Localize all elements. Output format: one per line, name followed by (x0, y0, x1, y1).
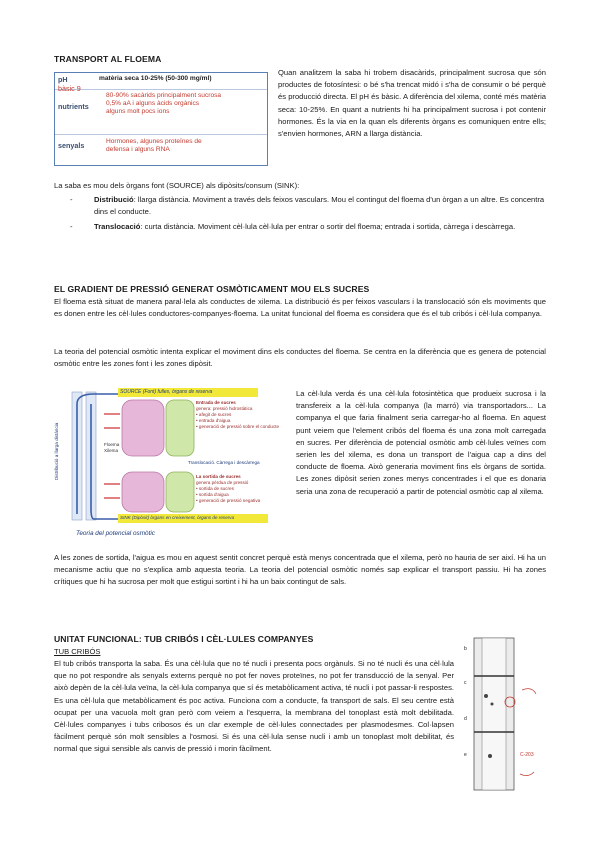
sugar-entry-line: • generació de pressió sobre el conducte (196, 424, 280, 429)
transport-types-list (70, 194, 546, 237)
sugar-entry-line: • afegit de sucres (196, 412, 232, 417)
list-item (70, 221, 546, 233)
cell-label: Xilema (104, 448, 119, 453)
sieve-tube-figure (462, 636, 548, 792)
sugar-exit-line: • sortida d'aigua (196, 492, 229, 497)
section-heading-transport: TRANSPORT AL FLOEMA (54, 54, 162, 64)
term-translocacio: Translocació (94, 222, 141, 232)
nutrients-key: nutrients (58, 102, 89, 111)
figure-label: b (464, 646, 467, 652)
term-description: : curta distància. Moviment cèl·lula cèl·lula per entrar o sortir del floema; entrada i sortida, càrrega i descàrrega. (140, 222, 516, 232)
long-distance-label: Distribució a llarga distància (54, 422, 59, 480)
paragraph-exit-zones: A les zones de sortida, l'aigua es mou en aquest sentit concret perquè està menys concentrada que el xilema, però no hauria de ser així. Hi ha un mecanisme actiu que no s'explica amb aquesta teoria. La teoria del potencial osmòtic només sap explicar el transport passiu. Hi ha zones crítiques que hi ha sucrosa per molt que estigui sortint i hi ha un baix contingut de sals. (54, 553, 546, 587)
sugar-exit-line: genera pèrdua de pressió (196, 480, 249, 485)
green-cell-paragraph: La cèl·lula verda és una cèl·lula fotosintètica que produeix sucrosa i la transfereix a la cèl·lula companya (la marró) via transportadors... La companya el que faria finalment seria carregar-ho al floema. En aquest punt veiem que l'element cribós del floema és una zona molt carregada en sucres. Per diferència de potencial osmòtic amb cèl·lules veïnes com serien les del xilema, es dona un transport de l'aigua cap a dins del conducte de floema. Això generaria moviment fins els òrgans de sortida. Les zones dipòsit serien zones menys concentrades i el que es donaria seria una zona de recuperació a partir de potencial osmòtic cap al xilema. (296, 389, 546, 496)
nutrients-line: 0,5% aA i alguns àcids orgànics (106, 100, 200, 108)
figure-label: C-203 (520, 752, 534, 758)
sugar-entry-title: Entrada de sucres (196, 400, 236, 405)
sugar-entry-box (196, 400, 284, 430)
figure-label: d (464, 716, 467, 722)
signals-line: defensa i alguns RNA (106, 146, 170, 154)
nutrients-line: alguns molt pocs ions (106, 108, 170, 116)
sap-composition-table (54, 72, 268, 166)
ph-key: pH (58, 75, 68, 84)
dash-mark: - (70, 195, 73, 204)
signals-line: Hormones, algunes proteïnes de (106, 138, 202, 145)
signals-key: senyals (58, 141, 85, 150)
paragraph-phloem-structure: El floema està situat de manera paral·lela als conductes de xilema. La distribució és per feixos vasculars i la translocació són els moviments que es donen entre les cèl·lules conductores-companyes-floema. La unitat funcional del floema es considera que és el tub cribós i cèl·lula companya. (54, 297, 546, 319)
sugar-entry-line: genera: pressió hidrostàtica (196, 406, 253, 411)
sugar-exit-line: • generació de pressió negativa (196, 498, 261, 503)
subheading-sieve-tube: TUB CRIBÓS (54, 647, 101, 656)
sap-description-paragraph: Quan analitzem la saba hi trobem disacàrids, principalment sucrosa que són productes de fotosíntesi: o bé s'ha trencat midó i s'ha de consumir o bé perquè és producció directa. El pH és bàsic. A diferència del xilema, conté més matèria seca: 10-25%. En quant a nutrients hi ha principalment sucrosa i pot contenir hormones. És la via en la quan els diferents òrgans es comuniquen entre ells; s'envien hormones, ARN a llarga distància. (278, 68, 546, 139)
ph-value: bàsic 9 (58, 84, 81, 93)
dash-mark: - (70, 222, 73, 232)
osmotic-potential-figure (54, 384, 284, 542)
figure-label: e (464, 752, 467, 758)
sink-banner-label: SINK (Dipòsit) òrgans en creixement, òrgans de reserva (120, 515, 235, 520)
section-heading-functional-unit: UNITAT FUNCIONAL: TUB CRIBÓS I CÈL·LULES COMPANYES (54, 634, 314, 644)
sugar-exit-title: La sortida de sucres (196, 474, 241, 479)
cell-label: Floema (104, 442, 120, 447)
paragraph-sieve-tube: El tub cribós transporta la saba. És una cèl·lula que no té nucli i presenta pocs orgànuls. Si no té nucli és una cèl·lula que no pot respondre als senyals externs perquè no pot fer noves proteïnes, no pot fer transducció de la senyal. Per això depèn de la cèl·lula veïna, la cèl·lula companya que sí és metabòlicament activa, té nucli i pot passar-li respostes. Es una cèl·lula que metabòlicament és poc activa. Funciona com a conducte, fa transport de sals. El seu centre està ocupat per una vacuola molt gran però com veiem a l'esquerra, la membrana del tonoplast està molt debilitada. Cèl·lules companyes i tubs cribosos és un clar exemple de cèl·lules connectades per plasmodesmes. Col·lapsen fàcilment perquè són molt sensibles a l'osmosi. Si és una cèl·lula sense nucli i amb un tonoplast molt debilitat, és normal que sigui sensible als canvis de pressió i morin fàcilment. (54, 659, 454, 754)
figure-caption: Teoria del potencial osmòtic (76, 530, 155, 537)
sugar-entry-line: • entrada d'aigua (196, 418, 231, 423)
nutrients-line: 80-90% sacàrids principalment sucrosa (106, 92, 222, 99)
sieve-tube-drawing (462, 636, 548, 792)
figure-label: c (464, 680, 467, 686)
section-heading-gradient: EL GRADIENT DE PRESSIÓ GENERAT OSMÒTICAMENT MOU ELS SUCRES (54, 284, 370, 294)
source-sink-intro: La saba es mou dels òrgans font (SOURCE) als dipòsits/consum (SINK): (54, 181, 300, 190)
sugar-exit-box (196, 474, 284, 504)
term-distribucio: Distribució (94, 195, 134, 204)
source-banner-label: SOURCE (Font) fulles, òrgans de reserva (120, 389, 213, 395)
sugar-exit-line: • sortida de sucres (196, 486, 234, 491)
translocation-label: Translocació. Càrrega i descàrrega (188, 460, 260, 465)
term-description: : llarga distància. Moviment a través dels feixos vasculars. Mou el contingut del floema d'un òrgan a un altre. Es concentra dins el conducte. (94, 195, 545, 217)
list-item (70, 194, 546, 218)
paragraph-osmotic-theory: La teoria del potencial osmòtic intenta explicar el moviment dins els conductes del floema. Se centra en la diferència que es genera de potencial osmòtic entre les zones font i les zones dipòsit. (54, 347, 546, 369)
dry-matter-text: matèria seca 10-25% (50-300 mg/ml) (99, 75, 212, 82)
